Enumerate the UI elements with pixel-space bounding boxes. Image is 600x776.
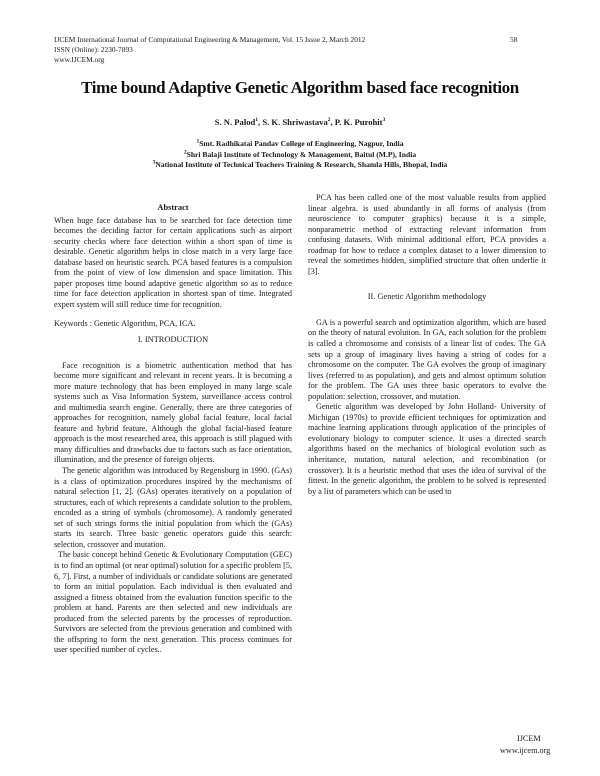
affiliation-text: Smt. Radhikatai Pandav College of Engineering, Nagpur, India [199, 139, 404, 148]
affiliation [0, 139, 600, 150]
author-sup: 2 [327, 117, 331, 124]
affiliation-sup: 3 [152, 159, 156, 166]
footer-website[interactable]: www.ijcem.org [500, 746, 551, 755]
affiliation-sup: 1 [196, 138, 200, 145]
paragraph: Genetic algorithm was developed by John Holland- University of Michigan (1970s) to provide efficient techniques for optimization and machine learning applications through application of the principles of evolutionary biology to computer science. It uses a directed search algorithms based on the mechanics of biological evolution such as inheritance, mutation, natural selection, and recombination (or crossover). It is a heuristic method that uses the idea of survival of the fittest. In the genetic algorithm, the problem to be solved is represented by a list of parameters which can be used to [308, 402, 546, 496]
affiliations [0, 139, 600, 171]
abstract-heading: Abstract [157, 203, 189, 212]
author-name: S. K. Shriwastava [262, 117, 328, 127]
author-name: P. K. Purohit [334, 117, 383, 127]
section-heading: I. INTRODUCTION [137, 335, 209, 345]
journal-website[interactable]: www.IJCEM.org [54, 54, 105, 64]
author-list: S. N. Palod$^1$, S. K. Shriwastava$^2$, P. K. Purohit$^3$ [214, 117, 386, 127]
paragraph: PCA has been called one of the most valuable results from applied linear algebra. is used abundantly in all forms of analysis (from neuroscience to computer graphics) because it is a simple, nonparametric method of extracting relevant information from confusing datasets. With minimal additional effort, PCA provides a roadmap for how to reduce a complex dataset to a lower dimension to reveal the sometimes hidden, simplified structure that often underlie it [3]. [308, 193, 546, 276]
footer-journal: IJCEM [517, 734, 541, 743]
affiliation [0, 150, 600, 161]
paragraph: GA is a powerful search and optimization algorithm, which are based on the theory of natural evolution. In GA, each solution for the problem is called a chromosome and consists of a linear list of codes. The GA sets up a group of imaginary lives having a string of codes for a chromosome on the computer. The GA evolves the group of imaginary lives (referred to as population), and gets and almost optimum solution for the problem. The GA uses three basic operators to evolve the population: selection, crossover, and mutation. [308, 317, 546, 401]
author-name: S. N. Palod [214, 117, 256, 127]
author-sup: 3 [382, 117, 386, 124]
page-footer [500, 733, 550, 757]
affiliation-text: Shri Balaji Institute of Technology & Management, Baitul (M.P), India [186, 149, 417, 159]
page-number: 58 [510, 35, 518, 44]
affiliation [0, 160, 600, 171]
right-column [308, 193, 546, 497]
paragraph: The genetic algorithm was introduced by Regensburg in 1990. (GAs) is a class of optimization procedures inspired by the mechanisms of natural selection [1, 2]. (GAs) operates iteratively on a population of structures, each of which represents a candidate solution to the problem, encoded as a string of symbols (chromosome). A randomly generated set of such strings forms the initial population from which the (GAs) starts its search. Three basic genetic operators guide this search: selection, crossover and mutation. [54, 466, 292, 549]
author-sup: 1 [255, 117, 259, 124]
paper-title: Time bound Adaptive Genetic Algorithm based face recognition [81, 78, 519, 97]
paragraph: The basic concept behind Genetic & Evolutionary Computation (GEC) is to find an optimal (or near optimal) solution for a specific problem [5, 6, 7]. First, a number of individuals or candidate solutions are generated to form an initial population. Each individual is then evaluated and assigned a fitness obtained from the evaluation function specific to the problem at hand. Parents are then selected and new individuals are produced from the selected parents by the processes of reproduction. Survivors are selected from the previous generation and combined with the offspring to form the next generation. This process continues for user specified number of cycles.. [54, 550, 292, 655]
affiliation-text: National Institute of Technical Teachers Training & Research, Shamla Hills, Bhopal, India [155, 160, 448, 170]
affiliation-sup: 2 [183, 149, 187, 156]
left-column [54, 203, 292, 656]
abstract-body: When huge face database has to be searched for face detection time becomes the deciding factor for certain applications such as airport security checks where face detection within a short span of time is desirable. Genetic algorithm helps in close match in a very large face database based on heuristic search. PCA based features is a compulsion from the point of view of low dimension and space limitation. This paper proposes time bound adaptive genetic algorithm so as to reduce time for face detection application in shortest span of time. Integrated expert system will still reduce time for recognition. [54, 215, 292, 309]
issn-line: ISSN (Online): 2230-7893 [54, 44, 133, 54]
keywords: Keywords : Genetic Algorithm, PCA, ICA. [54, 319, 196, 329]
paragraph: Face recognition is a biometric authentication method that has become more significant and relevant in recent years. It is becoming a more mature technology that has been employed in many large scale systems such as Visa Information System, surveillance access control and multimedia search engine. Generally, there are three categories of approaches for recognition, namely global facial feature, local facial feature and hybrid feature. Although the global facial-based feature approach is the most researched area, this approach is still plagued with many difficulties and drawbacks due to factors such as face orientation, illumination, and the presence of foreign objects. [54, 360, 292, 465]
section-heading: II. Genetic Algorithm methodology [367, 292, 487, 302]
journal-header [54, 35, 365, 64]
journal-header-line: IJCEM International Journal of Computational Engineering & Management, Vol. 15 Issue 2, March 2012 [54, 35, 366, 44]
